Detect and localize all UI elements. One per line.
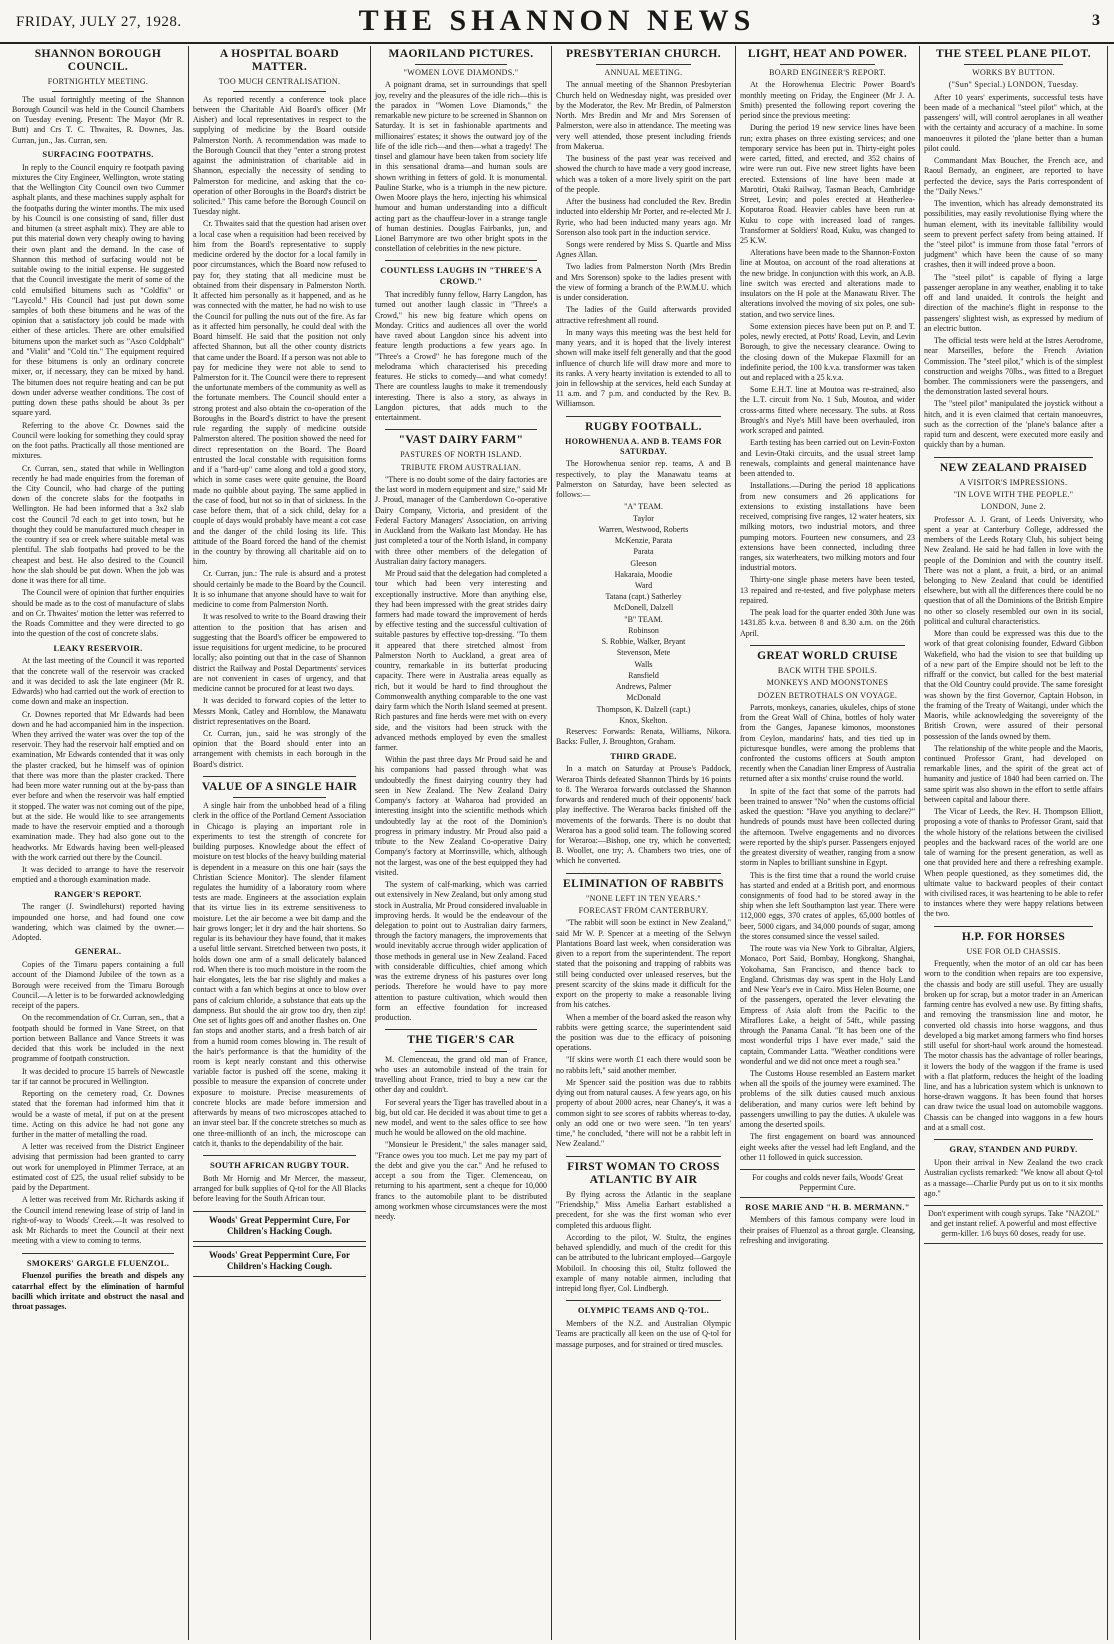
team-line: Robinson bbox=[628, 625, 659, 635]
advert-text: Woods' Great Peppermint Cure, For Children's Hacking Cough. bbox=[209, 1249, 350, 1272]
paragraph: That incredibly funny fellow, Harry Langdon, has turned out another laugh classic in "Three's a Crowd," his new big feature which opens on Monday. Critics and audiences all over the world have raved about Langdon since his advent into feature length productions a few years ago. In "Three's a Crowd" he has foregone much of the melodrama which characterised his preceding features. He sticks to comedy—and what comedy! There are countless laughs to make it tremendously interesting. There is also a story, as always in Langdon pictures, that adds much to the entertainment. bbox=[375, 290, 547, 422]
paragraph: Copies of the Timaru papers containing a full account of the Diamond Jubilee of the town as a Borough were received from the Timaru Borough Council.—A letter is to be forwarded acknowledging receipt of the papers. bbox=[12, 960, 184, 1011]
article-subhead: FORTNIGHTLY MEETING. bbox=[47, 77, 149, 87]
masthead bbox=[0, 0, 1114, 44]
paragraph: Installations.—During the period 18 applications from new consumers and 26 applications for extensions to existing installations have been received, comprising five ranges, 12 water heaters, six milking motors, two industrial motors, and three pumping motors. Fourteen new consumers, and 23 extensions have been connected, including three ranges, six waterheaters, two milking motors and four industrial motors. bbox=[740, 481, 915, 573]
team-line: Knox, Skelton. bbox=[619, 715, 668, 725]
article-subhead: MONKEYS AND MOONSTONES bbox=[766, 678, 889, 688]
article-headline: ELIMINATION OF RABBITS bbox=[563, 877, 724, 890]
article-world-cruise bbox=[740, 650, 915, 1163]
article-maoriland-pictures bbox=[375, 48, 547, 254]
paragraph: A letter was received from the District Engineer advising that permission had been granted to carry out work for unemployed in Plimmer Terrace, at an estimated cost of £25, the usual relief subsidy to be paid by the Department. bbox=[12, 1142, 184, 1193]
article-nz-praised bbox=[924, 462, 1103, 920]
paragraph: After the business had concluded the Rev. Bredin inducted into eldership Mr Porter, and re-elected Mr J. Ryrie, who had been inducted many years ago. Mr Sorenson also took part in the induction service. bbox=[556, 197, 731, 237]
paragraph: In many ways this meeting was the best held for many years, and it is hoped that the lively interest shown will make itself felt generally and that the good influence of church life will draw more and more to its ranks. A very hearty invitation is extended to all to join in fellowship at the services, held each Sunday at 11 a.m. and 7 p.m. and conducted by the Rev. B. Williamson. bbox=[556, 327, 731, 409]
paragraph: Referring to the above Cr. Downes said the Council were looking for something they could spray on the foot paths. Practically all those mentioned are mixtures. bbox=[12, 420, 184, 461]
paragraph: The official tests were held at the Istres Aerodrome, near Marseilles, before the French Aviation Commission. The "steel pilot," which is of the simplest construction and weighs 70lbs., was fitted to a Breguet bomber. The commissioners were the passengers, and the demonstration lasted several hours. bbox=[924, 336, 1103, 397]
team-line: Hakaraia, Moodie bbox=[614, 569, 673, 579]
paragraph: Some E.H.T. line at Moutoa was re-strained, also the L.T. circuit from No. 1 Sub, Moutoa, and wider cross-arms fitted where necessary. The subs. at Ross Brough's and Nye's Mill have been overhauled, iron work scraped and painted. bbox=[740, 385, 915, 436]
paragraph: Earth testing has been carried out on Levin-Foxton and Levin-Otaki circuits, and the usual street lamp renewals, complaints and general maintenance have been attended to. bbox=[740, 438, 915, 479]
article-steel-plane-pilot bbox=[924, 48, 1103, 451]
team-line: Tatana (capt.) Satherley bbox=[605, 592, 682, 602]
paragraph: The Horowhenua senior rep. teams, A and B respectively, to play the Manawatu teams at Palmerston on Saturday, have been selected as follows:— bbox=[556, 459, 731, 500]
article-headline: COUNTLESS LAUGHS IN "THREE'S A CROWD." bbox=[380, 265, 542, 287]
article-subhead: TOO MUCH CENTRALISATION. bbox=[218, 77, 341, 87]
issue-date: FRIDAY, JULY 27, 1928. bbox=[16, 14, 182, 30]
team-line: Gleeson bbox=[630, 558, 657, 568]
paragraph: Mr Spencer said the position was due to rabbits dying out from natural causes. A few years ago, on his property of about 2000 acres, near Chaney's, it was a common sight to see scores of rabbits whereas to-day, only an odd one or two were seen. "In ten years' time," he concluded, "there will not be a rabbit left in New Zealand." bbox=[556, 1077, 731, 1149]
paragraph: The ladies of the Guild afterwards provided attractive refreshment all round. bbox=[556, 305, 731, 325]
advert-text: Fluenzol purifies the breath and dispels any catarrhal effect by the elimination of harmful bacilli which irritate and obstruct the nasal and throat passages. bbox=[12, 1271, 184, 1312]
paragraph: "There is no doubt some of the dairy factories are the last word in modern equipment and size," said Mr J. Proud, manager of the Camberdown Co-operative Dairy Company, Victoria, and president of the Federal Factory Managers' Association, on arriving in Auckland from the Waikato last Monday. He has just completed a tour of the North Island, in company with three other members of the delegation of Australian dairy factory managers. bbox=[375, 474, 547, 566]
divider bbox=[385, 1029, 537, 1030]
paragraph: Cr. Curran, jun.: The rule is absurd and a protest should certainly be made to the Board by the Council. It is so inhumane that anyone should have to wait for medicine to come from Palmerston North. bbox=[193, 569, 366, 610]
paragraph: Songs were rendered by Miss S. Quartle and Miss Agnes Allan. bbox=[556, 239, 731, 260]
paragraph: In a match on Saturday at Prouse's Paddock, Weraroa Thirds defeated Shannon Thirds by 16 points to 8. The Weraroa forwards outclassed the Shannon forwards and rendered much of their opponents' back play ineffective. The Weraroa backs finished off the movements of the forwards. There is no doubt that Weraroa has a good solid team. The following scored for Weraroa:—Bishop, one try, which he converted; B. Woollet, one try; A. Chambers two tries, one of which he converted. bbox=[556, 764, 731, 866]
paragraph: Reserves: Forwards: Renata, Williams, Nikora. Backs: Fuller, J. Broughton, Graham. bbox=[556, 727, 731, 747]
divider bbox=[566, 416, 721, 417]
paragraph: The first engagement on board was announced eight weeks after the vessel had left England, and the other 11 followed in quick succession. bbox=[740, 1132, 915, 1162]
paragraph: The system of calf-marking, which was carried out extensively in New Zealand, but only among stud stock in Australia, Mr Proud considered invaluable in improving herds. It would be the endeavour of the delegation to point out to Australian dairy farmers, through the factory managers, the improvements that would inevitably accrue through wider application of those methods in general use in New Zealand. Faced with considerable difficulties, chief among which was the extreme dryness of his pastures over long periods. Therefore he would have to pay more attention to pasture cultivation, which would then form an effective foundation for increased production. bbox=[375, 880, 547, 1023]
paragraph: Frequently, when the motor of an old car has been worn to the condition when repairs are too expensive, the chassis and body are still useful. They are usually broken up for scrap, but a motor trader in an American farming centre has evolved a new use. By fitting shafts, and removing the transmission line and motor, he converted old chassis into horse waggons, and thus developed a big market among farmers who find horses still useful for short-haul work around the homestead. The motor chassis has the advantage of roller bearings, it lowers the body of the waggon if the frame is used with a flat platform, reduces the height of the loading line, and has a lubrication system which is unknown to horse-drawn waggons. It has been found that horses can draw twice the usual load on automobile waggons. Chassis can be changed into waggons in a few hours and at a small cost. bbox=[924, 959, 1103, 1132]
paragraph: More than could be expressed was this due to the work of that great colonising founder, Edward Gibbon Wakefield, who had the vision to see that building up of a new part of the Empire should not be left to the riffraff or the convict, but called for the best material that the Old Country could provide. The same foresight was shown by the first Governor, Captain Hobson, in the framing of the Treaty of Waitangi, under which the Maoris, while acknowledging the sovereignty of the British Crown, were assured of their personal possession of the lands owned by them. bbox=[924, 629, 1103, 741]
paragraph: Some extension pieces have been put on P. and T. poles, newly erected, at Potts' Road, Levin, and Levin Borough, to give the necessary clearance. Owing to the closing down of the Mukepae Flaxmill for an indefinite period, the 100 k.v.a. transformer was taken out and replaced with a 25 k.v.a. bbox=[740, 321, 915, 383]
paragraph: According to the pilot, W. Stultz, the engines behaved splendidly, and much of the credit for this can be attributed to the lubricant employed—Gargoyle Mobiloil. In choosing this oil, Stultz followed the example of many notable airmen, including that intrepid long flyer, Col. Lindbergh. bbox=[556, 1232, 731, 1294]
column-4 bbox=[552, 46, 736, 1640]
article-subhead: PASTURES OF NORTH ISLAND. bbox=[400, 450, 522, 460]
divider bbox=[415, 1051, 507, 1052]
paragraph: A poignant drama, set in surroundings that spell joy, revelry and the pleasures of the idle rich—this is the paradox in "Women Love Diamonds," the remarkable new picture to be screened in Shannon on Saturday. It is set in fashionable apartments and millionaires' estates; it shows the outward joy of the life of the idle rich—and then—what a tragedy! The tinsel and glamour have been taken from society life in this sensational drama—and human souls are shown writhing in fetters of gold. It is monumental. Pauline Starke, who is a triumph in the new picture. Owen Moore plays the hero, injecting his whimsical humour and human understanding into a difficult acting part as the chauffeur-lover in a strange tangle of human destinies. Douglas Fairbanks, jun, and Lionel Barrymore are two other bright spots in the constellation of celebrities in the new picture. bbox=[375, 80, 547, 254]
article-subhead: FORECAST FROM CANTERBURY. bbox=[578, 906, 709, 916]
article-subhead: HOROWHENUA A. AND B. TEAMS FOR SATURDAY. bbox=[565, 436, 722, 457]
paragraph: After 10 years' experiments, successful tests have been made of a mechanical "steel pilot" which, at the passengers' will, will control aeroplanes in all weather with the certainty and accuracy of a machine. In some manoeuvres it piloted the 'plane better than a human pilot could. bbox=[924, 92, 1103, 153]
paragraph: When a member of the board asked the reason why rabbits were getting scarce, the superintendent said the position was due to the efficacy of poisoning operations. bbox=[556, 1012, 731, 1053]
article-headline: FIRST WOMAN TO CROSS ATLANTIC BY AIR bbox=[567, 1160, 720, 1186]
article-headline: LIGHT, HEAT AND POWER. bbox=[747, 48, 908, 60]
article-headline: A HOSPITAL BOARD MATTER. bbox=[219, 48, 340, 74]
article-headline: SHANNON BOROUGH COUNCIL. bbox=[34, 48, 162, 74]
paragraph: At the Horowhenua Electric Power Board's monthly meeting on Friday, the Engineer (Mr J. A. Smith) presented the following report covering the period since the previous meeting: bbox=[740, 80, 915, 121]
article-threes-a-crowd bbox=[375, 265, 547, 423]
article-subhead: BOARD ENGINEER'S REPORT. bbox=[769, 68, 886, 78]
divider bbox=[385, 260, 537, 261]
section-heading: THIRD GRADE. bbox=[610, 750, 677, 761]
paragraph: On the recommendation of Cr. Curran, sen., that a footpath should be formed in Vane Street, on that portion between Ballance and Vance Streets it was decided that this work be included in the next programme of footpath construction. bbox=[12, 1013, 184, 1064]
team-line: McKenzie, Parata bbox=[614, 536, 673, 546]
column-6 bbox=[920, 46, 1108, 1640]
article-headline: NEW ZEALAND PRAISED bbox=[939, 461, 1088, 474]
article-headline: GREAT WORLD CRUISE bbox=[757, 649, 898, 662]
article-headline: SOUTH AFRICAN RUGBY TOUR. bbox=[209, 1160, 350, 1171]
team-line: Andrews, Palmer bbox=[615, 682, 672, 692]
article-headline: RUGBY FOOTBALL. bbox=[585, 420, 702, 433]
article-olympic-teams bbox=[556, 1305, 731, 1350]
paragraph: This is the first time that a round the world cruise has started and ended at a British port, and enormous consignments of food had to be stored away in the ship when she left Southampton last year. There were 112,000 eggs, 370 crates of apples, 65,000 bottles of beer, 5000 cigars, and 34,000 pounds of sugar, among the stores consumed since the vessel sailed. bbox=[740, 870, 915, 941]
article-headline: THE STEEL PLANE PILOT. bbox=[936, 48, 1091, 60]
divider bbox=[780, 64, 875, 65]
paragraph: Reporting on the cemetery road, Cr. Downes stated that the foreman had informed him that it would be a waste of metal, if put on at the present time. Acting on this advice he had not gone any further in the matter of metalling the road. bbox=[12, 1089, 184, 1139]
article-headline: MAORILAND PICTURES. bbox=[388, 48, 534, 60]
article-headline: GRAY, STANDEN AND PURDY. bbox=[949, 1144, 1078, 1155]
article-hospital-board bbox=[193, 48, 366, 770]
article-atlantic-flight bbox=[556, 1161, 731, 1295]
team-line: Ward bbox=[634, 580, 653, 590]
paragraph: The ranger (J. Swindlehurst) reported having impounded one horse, and had found one cow wandering, which was claimed by the owner.—Adopted. bbox=[12, 902, 184, 943]
divider bbox=[203, 1155, 356, 1156]
paragraph: For several years the Tiger has travelled about in a big, but old car. He decided it was about time to get a new model, and went to the sales office to see how much he would be allowed on the old machine. bbox=[375, 1097, 547, 1138]
advert-peppermint-cure bbox=[193, 1211, 366, 1242]
article-subhead: "IN LOVE WITH THE PEOPLE." bbox=[953, 490, 1074, 500]
divider bbox=[934, 926, 1093, 927]
paragraph: Professor A. J. Grant, of Leeds University, who spent a year at Canterbury College, addressed the members of the Leeds Rotary Club, his subject being New Zealand. He said he had fallen in love with the people of the Dominion and with the country itself. There was not a plant, a fruit, a bird, or an animal belonging to New Zealand that could be identified elsewhere, but with all the differences there could be no question that of all the Dominions of the British Empire no other so closely resembled our own in its social, political and cultural characteristics. bbox=[924, 514, 1103, 626]
article-vast-dairy-farm bbox=[375, 434, 547, 1023]
paragraph: In reply to the Council enquiry re footpath paving mixtures the City Engineer, Wellington, wrote stating that the Wellington City Council own two Cummer asphalt plants, and these machines supply asphalt for the footpaths during the winter months. The mix used by his Council is one consisting of sand, filler dust and bitumen (a street asphalt mix). They are able to put this material down very cheaply owing to having their own plant and the demand. In the case of Shannon this method of surfacing would not be suitable owing to the initial expense. He suggested that the Council investigate the merit of some of the cold emulsified bitumens such as "Coldfix" or "Laycold." His Council had just put down some samples of both these bitumens and he was of the opinion that a satisfactory job could be made with either of these articles. There are other emulsified bitumens upon the market such as "Asco Coldphalt" and "Vialit" and "Cold tin." The equipment required for these bitumens is only an ordinary concrete mixer, or, if necessary, they can be mixed by hand. The bitumen does not require heating and can be put down under adverse weather conditions. The cost of putting down these paths should be about 3s per square yard. bbox=[12, 162, 184, 418]
paragraph: The route was via New York to Gibraltar, Algiers, Monaco, Port Said, Bombay, Hongkong, Shanghai, Yokohama, San Francisco, and thence back to England. Christmas day was spent in the Holy Land and New Year's eve in Cairo. Miss Helen Bourne, one of the passengers, operated the lever elevating the Empress of Asia aloft from the Pacific to the Miraflores Lake, a height of 54ft., while passing through the Panama Canal. "It has been one of the most wonderful trips I have ever made," said the captain, Commander Latta. "Weather conditions were wonderful and we did not once meet a rough sea." bbox=[740, 944, 915, 1066]
team-heading: "B" TEAM. bbox=[624, 614, 663, 624]
paragraph: It was decided to forward copies of the letter to Messrs Monk, Catley and Hornblow, the Manawatu district representatives on the Board. bbox=[193, 696, 366, 726]
article-headline: VALUE OF A SINGLE HAIR bbox=[201, 780, 358, 793]
divider bbox=[566, 1156, 721, 1157]
article-subhead: "WOMEN LOVE DIAMONDS." bbox=[403, 68, 519, 78]
article-hp-for-horses bbox=[924, 931, 1103, 1133]
divider bbox=[750, 645, 905, 646]
team-line: Walls bbox=[634, 659, 653, 669]
dateline: LONDON, June 2. bbox=[981, 502, 1046, 512]
team-line: Thompson, K. Dalzell (capt.) bbox=[596, 704, 691, 714]
column-3 bbox=[371, 46, 552, 1640]
paragraph: Alterations have been made to the Shannon-Foxton line at Moutoa, on account of the road alterations at the new bridge. In conjunction with this work, an A.B. line switch was erected and alterations made to insulators on the H pole at the Manawatu River. The alterations involved the moving of six poles, one sub-station, and two service lines. bbox=[740, 248, 915, 319]
team-heading: "A" TEAM. bbox=[624, 502, 663, 512]
article-cyclists bbox=[924, 1144, 1103, 1199]
paragraph: "The rabbit will soon be extinct in New Zealand," said Mr W. P. Spencer at a meeting of the Selwyn Plantations Board last week, when consideration was given to a report from the superintendent. The report stated that the poisoning and trapping of rabbits was still being conducted over unleased reserves, but the present scarcity of the skins made it difficult for the export on the property to make a reasonable living from his catches. bbox=[556, 918, 731, 1010]
paragraph: Commandant Max Boucher, the French ace, and Raoul Bernady, an engineer, are reported to have perfected the device, says the Paris correspondent of the "Daily News." bbox=[924, 156, 1103, 196]
paragraph: Cr. Thwaites said that the question had arisen over a local case when a requisition had been received by him from the Board's representative to supply medicine ordered by the doctor for a local family in poor circumstances, which the Board now refused to pay for, they stating that all medicine must be obtained from their dispensary in Palmerston North. It affected him personally as it happened, and as he was connected with the matter, he had no wish to use the Council for pulling the nuts out of the fire. As far as it affected him personally, he could deal with the Board himself. He said that the position not only affected Shannon, but all the other county districts that came under the Board. If a person was not able to pay for medicine they were not able to send to Palmerston for it. The Council were there to represent the unfortunate members of the community as well as the fortunate members. The Council should enter a strong protest and also obtain the co-operation of the Boroughs in the Board's district to have the present rule regarding the supply of medicine outside Palmerston altered. The position showed the need for direct representation on the Board. The Board entrusted the local constable with requisition forms and if a "hard-up" came along and told a good story, which in some cases were quite genuine, the Board made no quibble about paying. The same applied in the case of food, but not so in that of sickness. In the case before them, that of a sick child, delay for a couple of days would probably have meant a cot case and the danger of the child losing its life. This attitude of the Board forced the hand of the chemist in the country by throwing all charitable aid on to him. bbox=[193, 219, 366, 567]
paragraph: As reported recently a conference took place between the Charitable Aid Board's officer (Mr Aisher) and local representatives in respect to the supplying of medicine by the Board outside Palmerston North. A recommendation was made to the Borough Council that they "enter a strong protest against the administration of charitable aid in Shannon, especially the necessity of sending to Palmerston for medicine, and asking that the co-operation of other Boroughs in the Board's district be solicited." This came before the Borough Council on Tuesday night. bbox=[193, 94, 366, 217]
divider bbox=[203, 776, 356, 777]
article-rabbits bbox=[556, 878, 731, 1150]
paragraph: The "steel pilot" manipulated the joystick without a hitch, and it is even claimed that certain manoeuvres, such as the correction of the 'plane's balance after a rapid turn and descent, were executed more easily and quickly than by a human. bbox=[924, 399, 1103, 450]
paragraph: The relationship of the white people and the Maoris, continued Professor Grant, had developed on remarkable lines, and the spirit of the great act of humanity and justice of 1840 had been carried on. The same spirit was also shown in the effort to settle affairs between capital and labour there. bbox=[924, 743, 1103, 804]
team-line: Parata bbox=[633, 547, 654, 557]
paragraph: The Vicar of Leeds, the Rev. H. Thompson Elliott, proposing a vote of thanks to Professor Grant, said that the whole history of the relations between the civilised peoples and the backward races of the world are one tale of warning for the present generation, as well as one that provided here and there a refreshing example. When people questioned, as they sometimes did, the ultimate value to backward peoples of their contact with civilised races, it was heartening to be able to refer to instances where they were happy relations between the two. bbox=[924, 807, 1103, 919]
article-subhead: WORKS BY BUTTON. bbox=[972, 68, 1055, 78]
divider bbox=[52, 91, 144, 92]
paragraph: Within the past three days Mr Proud said he and his companions had passed through what was undoubtedly the finest dairying country they had seen in New Zealand. The New Zealand Dairy Company's factory at Waharoa had provided an interesting insight into the scientific methods which undoubtedly lay at the root of the Dominion's progress in primary industry. Mr Proud also paid a tribute to the New Zealand Co-operative Dairy Company's factory at Morrinsville, which, although not the largest, was one of the best equipped they had visited. bbox=[375, 755, 547, 877]
paragraph: In spite of the fact that some of the parrots had been trained to answer "No" when the customs official asked the question: "Have you anything to declare?" hundreds of pounds must have been collected during the afternoon. Twelve engagements and no divorces were reported by the ship's purser. Passengers enjoyed the greatest diversity of weather, ranging from a snow storm in Naples to brilliant sunshine in Egypt. bbox=[740, 786, 915, 868]
advert-heading: SMOKERS' GARGLE FLUENZOL. bbox=[26, 1257, 170, 1268]
paragraph: Cr. Downes reported that Mr Edwards had been down and he had accompanied him in the inspection. When they arrived the water was over the top of the reservoir. They had the reservoir half emptied and on examination, Mr Edwards contended that it was only the plaster cracked, but he himself was of opinion that there was more than the plaster cracked. There had been more water running out at the by-pass than ever before and when the reservoir was half emptied it stopped. The water was not coming out of the pipe, but at the side. He would like to see arrangements made to have the reservoir emptied and a thorough examination made. They had also gone out to the headworks. Mr Edwards having been well-pleased with the work carried out there by the Council. bbox=[12, 709, 184, 862]
article-rose-marie bbox=[740, 1202, 915, 1247]
article-headline: H.P. FOR HORSES bbox=[961, 930, 1066, 943]
paragraph: The Customs House resembled an Eastern market when all the spoils of the journey were examined. The problems of the silk duties caused much anxious deliberation, and many curios were left behind by passengers unwilling to pay the duties. A ukulele was among the deserted spoils. bbox=[740, 1069, 915, 1130]
paragraph: "Monsieur le President," the sales manager said, "France owes you too much. Let me pay my part of the debt and give you the car." And he refused to accept a sou from the Tiger. Clemenceau, on returning to his apartment, sent a cheque for 10,000 francs to the automobile plant to be distributed among workmen whose circumstances were the most needy. bbox=[375, 1140, 547, 1222]
divider bbox=[566, 1300, 721, 1301]
article-single-hair bbox=[193, 781, 366, 1149]
paragraph: It was resolved to write to the Board drawing their attention to the position that has arisen and suggesting that the Board's officer be empowered to issue requisitions for urgent medicine, to be procured locally; also pointing out that in the case of Shannon district the Railway and Postal Departments' services are not convenient in cases of urgency, and that medicine cannot be procured for at least two days. bbox=[193, 612, 366, 694]
advert-fluenzol bbox=[12, 1258, 184, 1313]
paragraph: The "steel pilot" is capable of flying a large passenger aeroplane in any weather, enabling it to take off and land unaided. It controls the height and direction of the machine's flight in response to the passengers' slightest wish, as expressed by medium of an electric button. bbox=[924, 272, 1103, 333]
team-line: McDonald bbox=[626, 693, 661, 703]
article-subhead: BACK WITH THE SPOILS. bbox=[777, 666, 878, 676]
article-borough-council bbox=[12, 48, 184, 1247]
divider bbox=[596, 64, 691, 65]
article-subhead: USE FOR OLD CHASSIS. bbox=[966, 946, 1061, 956]
article-tigers-car bbox=[375, 1034, 547, 1222]
article-headline: THE TIGER'S CAR bbox=[407, 1034, 515, 1047]
paragraph: Members of the N.Z. and Australian Olympic Teams are practically all keen on the use of Q-tol for massage purposes, and for strained or tired muscles. bbox=[556, 1319, 731, 1349]
article-headline: "VAST DAIRY FARM" bbox=[398, 434, 524, 447]
article-subhead: DOZEN BETROTHALS ON VOYAGE. bbox=[757, 690, 898, 700]
article-subhead: A VISITOR'S IMPRESSIONS. bbox=[959, 477, 1068, 487]
advert-text: Woods' Great Peppermint Cure, For Children's Hacking Cough. bbox=[209, 1214, 350, 1237]
paragraph: The annual meeting of the Shannon Presbyterian Church held on Wednesday night, was presided over by the Moderator, the Rev. Mr Bredin, of Palmerston North. Mrs Bredin and Mr and Mrs Sorensen of Palmerston, were also in attendance. The meeting was very well attended, those present including friends from Makerua. bbox=[556, 80, 731, 151]
divider bbox=[415, 64, 507, 65]
divider bbox=[233, 797, 326, 798]
advert-peppermint-cure bbox=[193, 1246, 366, 1277]
article-headline: OLYMPIC TEAMS AND Q-TOL. bbox=[577, 1305, 710, 1316]
article-rugby-tour bbox=[193, 1160, 366, 1205]
section-heading: LEAKY RESERVOIR. bbox=[53, 642, 143, 653]
section-heading: SURFACING FOOTPATHS. bbox=[42, 148, 154, 159]
paragraph: The usual fortnightly meeting of the Shannon Borough Council was held in the Council Chambers on Tuesday evening. Present: The Mayor (Mr R. Butt) and Crs T. C. Thwaites, R. Downes, Jas. Curran, jun., Jas. Curran, sen. bbox=[12, 94, 184, 145]
article-subhead: ANNUAL MEETING. bbox=[604, 68, 683, 78]
article-subhead: TRIBUTE FROM AUSTRALIAN. bbox=[400, 462, 522, 472]
paragraph: Parrots, monkeys, canaries, ukuleles, chips of stone from the Great Wall of China, bottles of holy water from the Ganges, Japanese kimonos, moonstones from Ceylon, mandarins' hats, and ties tied up in picturesque bundles, were among the problems that confronted the customs officers at South ampton recently when the Canadian liner Empress of Australia returned after a six months' cruise round the world. bbox=[740, 702, 915, 784]
column-5 bbox=[736, 46, 920, 1640]
paragraph: The peak load for the quarter ended 30th June was 1431.85 k.v.a. between 8 and 8.30 a.m. on the 26th April. bbox=[740, 608, 915, 638]
paragraph: Thirty-one single phase meters have been tested, 13 repaired and re-tested, and five polyphase meters repaired. bbox=[740, 575, 915, 605]
article-headline: ROSE MARIE AND "H. B. MERMANN." bbox=[745, 1201, 910, 1212]
paragraph: By flying across the Atlantic in the seaplane "Friendship," Miss Amelia Earhart established a precedent, for she was the first woman who ever completed this arduous flight. bbox=[556, 1190, 731, 1230]
advert-text: Don't experiment with cough syrups. Take "NAZOL" and get instant relief. A powerful and most effective germ-killer. 1/6 buys 60 doses, ready for use. bbox=[927, 1208, 1099, 1239]
page-number: 3 bbox=[1092, 12, 1100, 29]
team-line: S. Robbie, Walker, Bryant bbox=[601, 637, 686, 647]
team-line: Taylor bbox=[633, 513, 654, 523]
section-heading: GENERAL. bbox=[74, 946, 122, 957]
team-line: Stevenson, Mete bbox=[616, 648, 671, 658]
paragraph: Members of this famous company were loud in their praises of Fluenzol as a throat gargle. Cleansing, refreshing and invigorating. bbox=[740, 1215, 915, 1245]
paragraph: At the last meeting of the Council it was reported that the concrete wall of the reservoir was cracked and it was decided to ask the late engineer (Mr R. Edwards) who had carried out the work of erection to come down and make an inspection. bbox=[12, 656, 184, 707]
article-headline: PRESBYTERIAN CHURCH. bbox=[566, 48, 721, 60]
column-1 bbox=[8, 46, 189, 1640]
paragraph: Cr. Curran, jun., said he was strongly of the opinion that the Board should enter into an arrangement with chemists in each borough in the Board's district. bbox=[193, 728, 366, 769]
advert-text: For coughs and colds never fails, Woods' Great Peppermint Cure. bbox=[752, 1173, 903, 1193]
team-line: Warren, Westwood, Roberts bbox=[598, 524, 689, 534]
paragraph: M. Clemenceau, the grand old man of France, who uses an automobile instead of the train for travelling about France, tried to buy a new car the other day and couldn't. bbox=[375, 1054, 547, 1095]
advert-nazol bbox=[924, 1205, 1103, 1244]
article-light-heat-power bbox=[740, 48, 915, 639]
paragraph: Mr Proud said that the delegation had completed a tour which had been very interesting and exceptionally instructive. More than anything else, they had been impressed with the great strides dairy farmers had made toward the improvement of herds by effective testing and the successful cultivation of suitable pastures by effective top-dressing. "To them it appeared that there stretched almost from Palmerston North to Auckland, a great area of country, remarkable in its butterfat producing capacity. There were in Australia areas equally as rich, but it would be hard to find throughout the Commonwealth anything comparable to the one vast dairy farm which the North Island seemed at present. Rich pastures and fine herds were met with on every side, and the visitors had been struck with the advanced methods employed by even the smallest farmer. bbox=[375, 569, 547, 753]
paragraph: It was decided to procure 15 barrels of Newcastle tar if tar cannot be procured in Wellington. bbox=[12, 1066, 184, 1086]
paragraph: A letter was received from Mr. Richards asking if the Council intend renewing lease of strip of land in right-of-way to Woods' Creek.—It was resolved to ask Mr Richards to meet the Council at their next meeting with a view to coming to terms. bbox=[12, 1195, 184, 1246]
divider bbox=[964, 64, 1063, 65]
paragraph: Cr. Curran, sen., stated that while in Wellington recently he had made enquiries from the foreman of the City Council, who had charge of the putting down of the concrete slabs for the footpaths in Wellington. He had been informed that a 3x2 slab cost the Council 7d each to get into town, but he thought they could be manufactured much cheaper in the country if sea or creek where suitable metal was plentiful. The slab footpaths had proved to be the cheapest and best. He also desired to the Council how the slab should be put down. When the job was done it was there for all time. bbox=[12, 463, 184, 586]
divider bbox=[233, 91, 326, 92]
paragraph: Two ladies from Palmerston North (Mrs Bredin and Mrs Sorenson) spoke to the ladies present with the view of forming a branch of the P.W.M.U. which is under consideration. bbox=[556, 262, 731, 303]
advert-peppermint-cure bbox=[740, 1169, 915, 1197]
article-subhead: "NONE LEFT IN TEN YEARS." bbox=[586, 893, 701, 903]
divider bbox=[934, 457, 1093, 458]
section-heading: RANGER'S REPORT. bbox=[54, 888, 142, 899]
paragraph: Upon their arrival in New Zealand the two crack Australian cyclists remarked: "We know all about Q-tol as a massage—Charlie Purdy put us on to it six months ago." bbox=[924, 1158, 1103, 1198]
article-presbyterian-church bbox=[556, 48, 731, 410]
paragraph: The business of the past year was received and showed the church to have made a very good increase, which was a token of a more lively spirit on the part of the people. bbox=[556, 154, 731, 194]
divider bbox=[22, 1253, 174, 1254]
article-rugby-football bbox=[556, 421, 731, 867]
paragraph: A single hair from the unbobbed head of a filing clerk in the office of the Portland Cement Association in Chicago is playing an important role in experiments to test the strength of concrete for building purposes. Knowledge about the effect of moisture on test blocks of the heavy building material is dependent in a measure on this one hair (says the Christian Science Monitor). The slender filament regulates the humidity of a laboratory room where tests are made. Engineers at the association explain that its virtue lies in its extreme sensitiveness to moisture. Let the air become a wee bit damp and the hair grows longer; let it dry and the hair shortens. So regular is its behaviour they have found, that it makes a useful little servant. Stretched between two posts, it holds down one arm of a small delicately balanced rod. When there is too much moisture in the room the hair elongates, lets the bar rise slightly and makes a contact with a fan which begins at once to blow over pans of calcium chloride, a substance that eats up the dampness. But should the air grow too dry, then zip! One set of lights goes off and another flashes on. One fan stops and another starts, and a fresh batch of air from a humid room comes blowing in. The result of the hair's performance is that the humidity of the room is kept nearly constant and this otherwise variable factor is pushed off the scene, making it possible to measure the expansion of concrete under exposure to moisture. Precise measurements of concrete blocks are made before immersion and afterwards by means of two microscopes attached to an invar steel bar. If the concrete stretches so much as one three-millionth of an inch, the microscope can catch it, thanks to the dependability of the hair. bbox=[193, 801, 366, 1148]
paragraph: "If skins were worth £1 each there would soon be no rabbits left," said another member. bbox=[556, 1055, 731, 1075]
paragraph: It was decided to arrange to have the reservoir emptied and a thorough examination made. bbox=[12, 865, 184, 885]
newspaper-title: THE SHANNON NEWS bbox=[358, 4, 756, 37]
paragraph: The invention, which has already demonstrated its possibilities, may easily revolutionise flying where the human element, with its inevitable fallibility would seem to prevent perfect safety from being attained. If the "steel pilot" is immune from those fatal "errors of judgment" which have been the cause of so many crashes, then it will indeed prove a boon. bbox=[924, 199, 1103, 270]
dateline: ("Sun" Special.) LONDON, Tuesday. bbox=[948, 80, 1079, 90]
paragraph: Both Mr Hornig and Mr Mercer, the masseur, arranged for bulk supplies of Q-tol for the All Blacks before leaving for the South African tour. bbox=[193, 1173, 366, 1204]
divider bbox=[385, 429, 537, 430]
team-line: Ransfield bbox=[628, 670, 659, 680]
divider bbox=[566, 873, 721, 874]
team-line: McDonell, Dalzell bbox=[613, 603, 674, 613]
divider bbox=[934, 1139, 1093, 1140]
paragraph: During the period 19 new service lines have been run; extra phases on three existing services; and one temporary service has been put in. Thirty-eight poles were carted, fitted, and erected, and 352 chains of wire were run out. Five new street lights have been erected. Extensions of line have been made at Marotiri, Otaki Railway, Tasman Beach, Cambridge Street, Levin; and poles erected at Heatherlea-Koputaroa Road. Heavier cables have been run at Kuku to cope with increased load of ranges. Transformer at Soldiers' Road, Kuku, was changed to 25 K.W. bbox=[740, 123, 915, 245]
column-2 bbox=[189, 46, 371, 1640]
paragraph: The Council were of opinion that further enquiries should be made as to the cost of manufacture of slabs and on Cr. Thwaites' motion the letter was referred to the Roads Committee and they were directed to go into the question of the cost of concrete slabs. bbox=[12, 588, 184, 639]
